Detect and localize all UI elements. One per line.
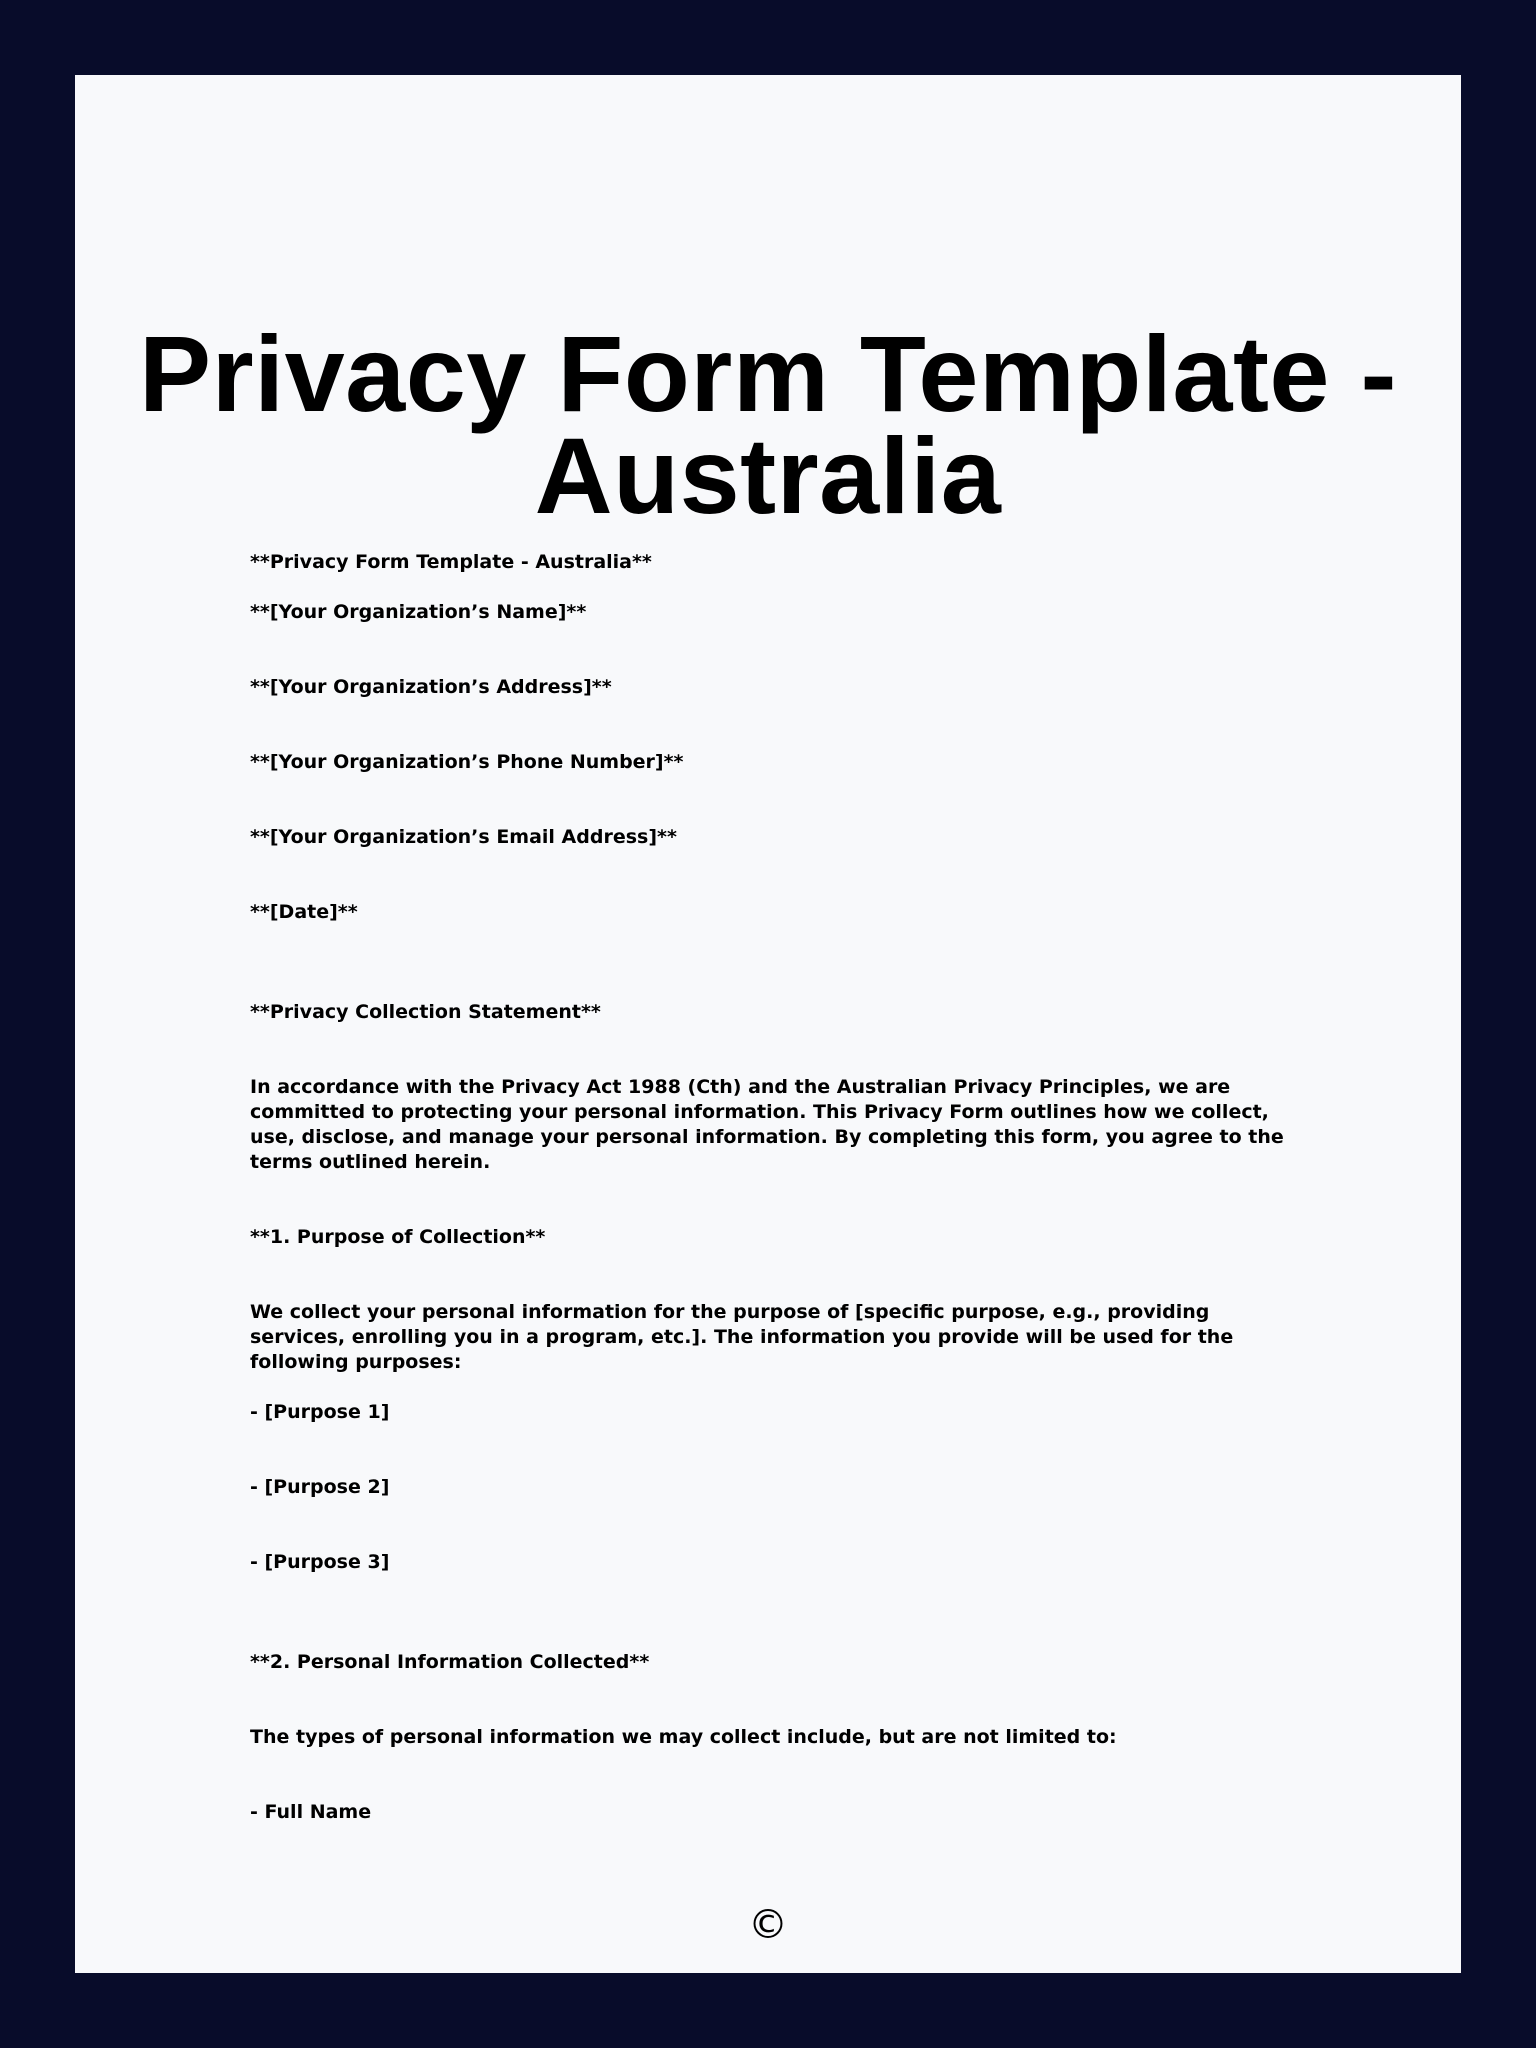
purpose-list-item: - [Purpose 3] <box>250 1551 390 1573</box>
date-field: **[Date]** <box>250 901 358 923</box>
org-name: **[Your Organization’s Name]** <box>250 601 587 623</box>
document-page <box>75 75 1461 1973</box>
doc-heading: **Privacy Form Template - Australia** <box>250 551 652 573</box>
section-heading-personal-info: **2. Personal Information Collected** <box>250 1651 650 1673</box>
personal-info-body: The types of personal information we may collect include, but are not limited to: <box>250 1726 1117 1748</box>
org-phone: **[Your Organization’s Phone Number]** <box>250 751 684 773</box>
page-title: Privacy Form Template - Australia <box>139 313 1397 536</box>
section-heading-purpose: **1. Purpose of Collection** <box>250 1226 546 1248</box>
purpose-list-item: - [Purpose 1] <box>250 1401 390 1423</box>
purpose-list-item: - [Purpose 2] <box>250 1476 390 1498</box>
personal-info-list-item: - Full Name <box>250 1801 372 1823</box>
purpose-body: We collect your personal information for the purpose of [specific purpose, e.g., providing services, enrolling you in a program, etc.]. The information you provide will be used for the following purposes: <box>250 1301 1234 1373</box>
org-email: **[Your Organization’s Email Address]** <box>250 826 677 848</box>
org-address: **[Your Organization’s Address]** <box>250 676 612 698</box>
collection-statement-body: In accordance with the Privacy Act 1988 (Cth) and the Australian Privacy Principles, we are committed to protecting your personal information. This Privacy Form outlines how we collect, use, disclose, and manage your personal information. By completing this form, you agree to the terms outlined herein. <box>250 1076 1284 1173</box>
section-heading-collection-statement: **Privacy Collection Statement** <box>250 1001 601 1023</box>
copyright-icon: © <box>748 1902 788 1948</box>
